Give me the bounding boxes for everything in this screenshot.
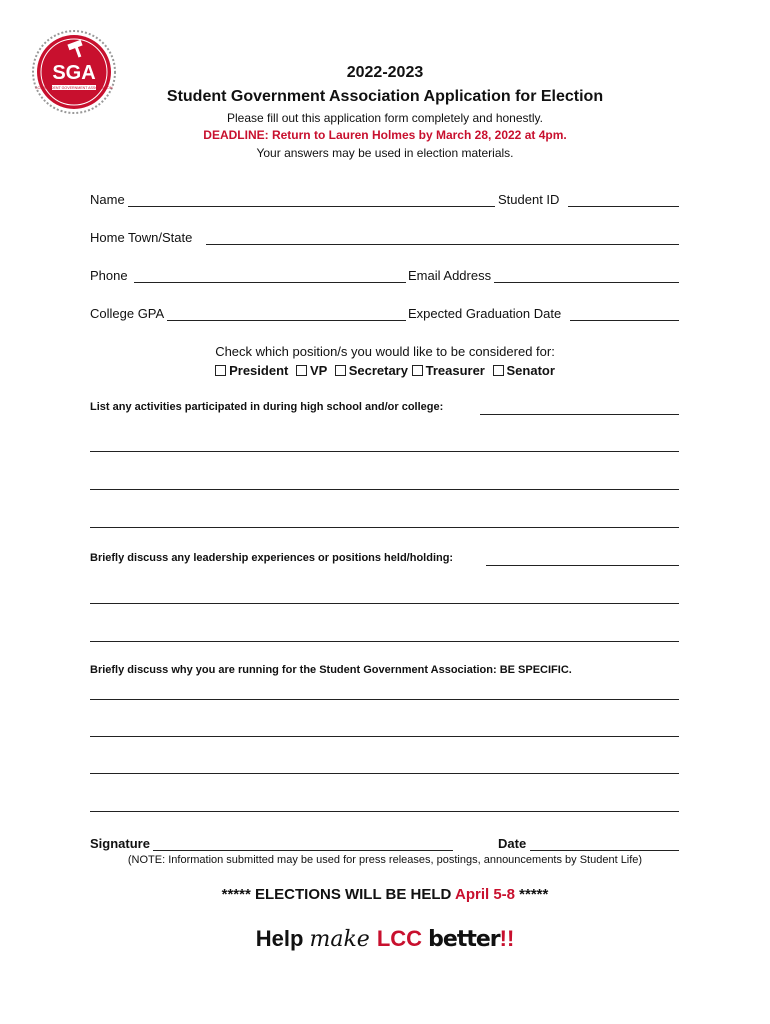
checkbox-icon — [296, 365, 307, 376]
grad-date-label: Expected Graduation Date — [408, 306, 562, 321]
leadership-question: Briefly discuss any leadership experiences or positions held/holding: — [90, 552, 454, 564]
form-year: 2022-2023 — [346, 64, 424, 81]
activities-line[interactable] — [90, 451, 679, 452]
date-label: Date — [498, 836, 527, 851]
hometown-label: Home Town/State — [90, 230, 193, 245]
positions-options — [0, 363, 770, 378]
activities-line[interactable] — [480, 414, 679, 415]
why-question: Briefly discuss why you are running for the Student Government Association: BE SPECIFIC. — [90, 664, 572, 676]
elections-banner: ***** ELECTIONS WILL BE HELD April 5-8 ***** — [221, 886, 549, 903]
form-title: Student Government Association Application for Election — [166, 88, 604, 105]
name-field[interactable] — [128, 206, 495, 207]
checkbox-icon — [215, 365, 226, 376]
checkbox-president[interactable]: President — [215, 363, 288, 378]
signature-label: Signature — [90, 836, 150, 851]
checkbox-icon — [335, 365, 346, 376]
checkbox-icon — [412, 365, 423, 376]
checkbox-icon — [493, 365, 504, 376]
why-line[interactable] — [90, 773, 679, 774]
why-line[interactable] — [90, 811, 679, 812]
activities-line[interactable] — [90, 489, 679, 490]
positions-prompt: Check which position/s you would like to be considered for: — [215, 344, 555, 359]
activities-question: List any activities participated in during high school and/or college: — [90, 401, 444, 413]
checkbox-treasurer[interactable]: Treasurer — [412, 363, 485, 378]
slogan: Help make LCC better!! — [255, 926, 515, 952]
email-field[interactable] — [494, 282, 679, 283]
grad-date-field[interactable] — [570, 320, 679, 321]
date-field[interactable] — [530, 850, 679, 851]
phone-label: Phone — [90, 268, 128, 283]
gpa-field[interactable] — [167, 320, 406, 321]
form-instructions: Please fill out this application form completely and honestly. — [227, 111, 543, 125]
leadership-line[interactable] — [90, 603, 679, 604]
student-id-field[interactable] — [568, 206, 679, 207]
why-line[interactable] — [90, 736, 679, 737]
name-label: Name — [90, 192, 125, 207]
logo-text: SGA — [52, 62, 96, 84]
student-id-label: Student ID — [498, 192, 560, 207]
leadership-line[interactable] — [90, 641, 679, 642]
gpa-label: College GPA — [90, 306, 165, 321]
phone-field[interactable] — [134, 282, 406, 283]
form-note: Your answers may be used in election materials. — [256, 146, 514, 160]
email-label: Email Address — [408, 268, 492, 283]
submission-note: (NOTE: Information submitted may be used for press releases, postings, announcements by Student Life) — [127, 854, 643, 866]
why-line[interactable] — [90, 699, 679, 700]
elections-dates: April 5-8 — [454, 886, 515, 903]
activities-line[interactable] — [90, 527, 679, 528]
checkbox-secretary[interactable]: Secretary — [335, 363, 408, 378]
form-deadline: DEADLINE: Return to Lauren Holmes by March 28, 2022 at 4pm. — [203, 128, 567, 142]
checkbox-vp[interactable]: VP — [296, 363, 327, 378]
hometown-field[interactable] — [206, 244, 679, 245]
signature-field[interactable] — [153, 850, 453, 851]
checkbox-senator[interactable]: Senator — [493, 363, 555, 378]
logo-ring-text: LCC STUDENT GOVERNMENT ASSOCIATION — [35, 86, 113, 90]
leadership-line[interactable] — [486, 565, 679, 566]
